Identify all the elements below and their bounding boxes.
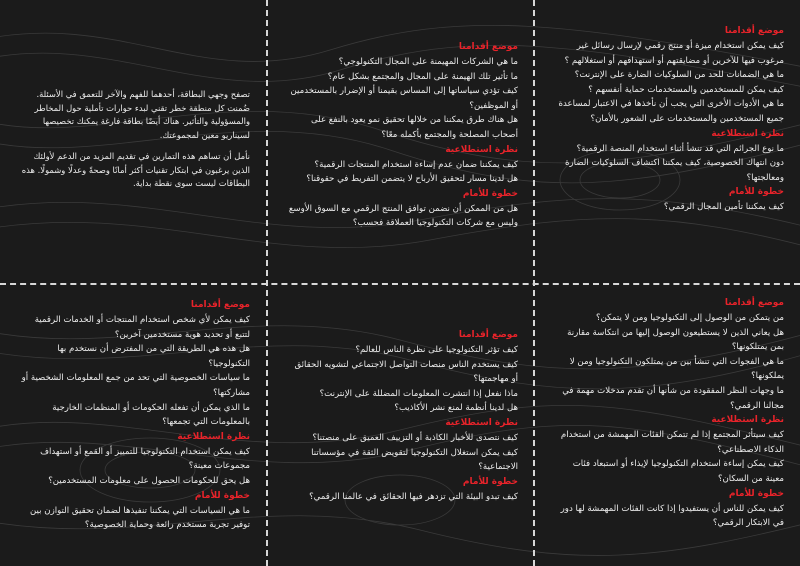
card-introduction <box>18 88 250 191</box>
question-line: كيف يمكن للمستخدمين والمستخدمات حماية أنفسهم ؟ <box>588 84 784 95</box>
card-digital-access <box>552 296 784 531</box>
vertical-fold-line-left <box>266 0 268 566</box>
question-line: كيف نتصدى للأخبار الكاذبة أو التزييف العميق على منصتنا؟ <box>312 432 518 443</box>
section-heading-topic: موضع أقدامنا <box>724 298 784 308</box>
question-line: ما الذي يمكن أن تفعله الحكومات أو المنظمات الخارجية بالمعلومات التي تجمعها؟ <box>52 402 250 428</box>
section-heading-step: خطوة للأمام <box>728 187 784 198</box>
card-misinformation <box>286 328 518 504</box>
question-line: كيف يمكن لأي شخص استخدام المنتجات أو الخدمات الرقمية لتتبع أو تحديد هوية مستخدمين آخرين؟ <box>34 315 250 340</box>
question-line: ما هي الأدوات الأخرى التي يجب أن نأخذها في الاعتبار لمساعدة جميع المستخدمين والمستخدمات على الشعور بالأمان؟ <box>558 99 784 124</box>
question-line: كيف سيتأثر المجتمع إذا لم تتمكن الفئات المهمشة من استخدام الذكاء الاصطناعي؟ <box>560 430 784 455</box>
question-line: كيف تؤثر التكنولوجيا على نظرة الناس للعالم؟ <box>355 345 518 355</box>
question-line: من يتمكن من الوصول إلى التكنولوجيا ومن لا يتمكن؟ <box>596 313 784 323</box>
question-line: ما تأثير تلك الهيمنة على المجال والمجتمع بشكل عام؟ <box>327 71 518 82</box>
question-line: هل لدينا أنظمة لمنع نشر الأكاذيب؟ <box>394 403 518 414</box>
section-heading-topic: موضع أقدامنا <box>458 330 518 340</box>
section-heading-insight: نظرة استطلاعية <box>445 144 518 155</box>
section-heading-topic: موضع أقدامنا <box>724 26 784 36</box>
intro-paragraph: نأمل أن تساهم هذه التمارين في تقديم المزيد من الدعم لأولئك الذين يرغبون في ابتكار تقنيات أكثر أمانًا وصحةً وعدلًا وشمولًا. هذه البطاقات ليست سوى نقطة بداية. <box>21 151 250 188</box>
question-line: كيف يمكن استخدام التكنولوجيا للتمييز أو القمع أو استهداف مجموعات معينة؟ <box>40 446 250 472</box>
question-line: هل هناك طرق يمكننا من خلالها تحقيق نمو يعود بالنفع على أصحاب المصلحة والمجتمع بأكمله معًا؟ <box>310 115 518 140</box>
question-line: ما سياسات الخصوصية التي تحد من جمع المعلومات الشخصية أو مشاركتها؟ <box>21 373 250 398</box>
section-heading-topic: موضع أقدامنا <box>190 300 250 310</box>
section-heading-topic: موضع أقدامنا <box>458 42 518 52</box>
card-digital-safety <box>552 24 784 215</box>
section-heading-insight: نظرة استطلاعية <box>711 128 784 139</box>
question-line: كيف يمكن للناس أن يستفيدوا إذا كانت الفئات المهمشة لها دور في الابتكار الرقمي؟ <box>560 503 784 529</box>
section-heading-step: خطوة للأمام <box>462 188 518 199</box>
question-line: دون انتهاك الخصوصية، كيف يمكننا اكتشاف السلوكيات الضارة ومعالجتها؟ <box>565 158 784 183</box>
intro-paragraph: تصفح وجهي البطاقة، أحدهما للفهم والآخر للتعمق في الأسئلة. ضُمنت كل منطقة خطر تقني لبدء حوارات تأملية حول المخاطر والمسؤولية والتأثير. هناك أيضًا بطاقة فارغة يمكنك تخصيصها لسيناريو معين لمجموعتك. <box>34 89 250 140</box>
question-line: كيف يمكننا ضمان عدم إساءة استخدام المنتجات الرقمية؟ <box>314 159 518 170</box>
question-line: كيف يمكن استخدام ميزة أو منتج رقمي لإرسال رسائل غير مرغوب فيها للآخرين أو مضايقتهم أو استهدافهم أو استغلالهم ؟ <box>564 41 784 66</box>
question-line: هل هذه هي الطريقة التي من المفترض أن نستخدم بها التكنولوجيا؟ <box>57 344 250 369</box>
question-line: كيف تؤدي سياساتها إلى المساس بقيمنا أو الإضرار بالمستخدمين أو الموظفين؟ <box>290 86 518 111</box>
question-line: ما هي السياسات التي يمكننا تنفيذها لضمان تحقيق التوازن بين توفير تجربة مستخدم رائعة وحماية الخصوصية؟ <box>30 505 250 531</box>
question-line: كيف يمكننا تأمين المجال الرقمي؟ <box>663 202 784 213</box>
vertical-fold-line-right <box>533 0 535 566</box>
question-line: ما هي الضمانات للحد من السلوكيات الضارة على الإنترنت؟ <box>574 70 784 81</box>
section-heading-insight: نظرة استطلاعية <box>445 417 518 428</box>
question-line: ما نوع الجرائم التي قد تنشأ أثناء استخدام المنصة الرقمية؟ <box>576 143 784 154</box>
card-tech-monopoly <box>286 40 518 231</box>
question-line: كيف يمكن إساءة استخدام التكنولوجيا لإيذاء أو استبعاد فئات معينة من السكان؟ <box>572 459 784 484</box>
section-heading-step: خطوة للأمام <box>462 476 518 487</box>
question-line: هل لدينا مسار لتحقيق الأرباح لا يتضمن التفريط في حقوقنا؟ <box>306 174 518 185</box>
question-line: هل يحق للحكومات الحصول على معلومات المستخدمين؟ <box>48 475 250 486</box>
question-line: هل من الممكن أن نضمن توافق المنتج الرقمي مع السوق الأوسع وليس مع شركات التكنولوجيا العملاقة فحسب؟ <box>288 203 518 229</box>
card-surveillance-privacy <box>18 298 250 533</box>
question-line: ماذا نفعل إذا انتشرت المعلومات المضللة على الإنترنت؟ <box>319 388 518 399</box>
section-heading-step: خطوة للأمام <box>194 490 250 501</box>
question-line: كيف يمكن استغلال التكنولوجيا لتقويض الثقة في مؤسساتنا الاجتماعية؟ <box>311 447 518 473</box>
section-heading-insight: نظرة استطلاعية <box>177 431 250 442</box>
section-heading-step: خطوة للأمام <box>728 488 784 499</box>
question-line: كيف يستخدم الناس منصات التواصل الاجتماعي لتشويه الحقائق أو مهاجمتها؟ <box>294 359 518 385</box>
question-line: هل يعاني الذين لا يستطيعون الوصول إليها من انتكاسة مقارنة بمن يمتلكونها؟ <box>567 327 784 353</box>
question-line: ما هي الشركات المهيمنة على المجال التكنولوجي؟ <box>338 57 518 67</box>
question-line: ما هي الفجوات التي تنشأ بين من يمتلكون التكنولوجيا ومن لا يملكونها؟ <box>569 356 784 382</box>
horizontal-fold-line <box>0 283 800 285</box>
section-heading-insight: نظرة استطلاعية <box>711 415 784 426</box>
question-line: ما وجهات النظر المفقودة من شأنها أن تقدم مدخلات مهمة في مجالنا الرقمي؟ <box>562 385 784 411</box>
question-line: كيف تبدو البيئة التي تزدهر فيها الحقائق في عالمنا الرقمي؟ <box>309 491 518 502</box>
